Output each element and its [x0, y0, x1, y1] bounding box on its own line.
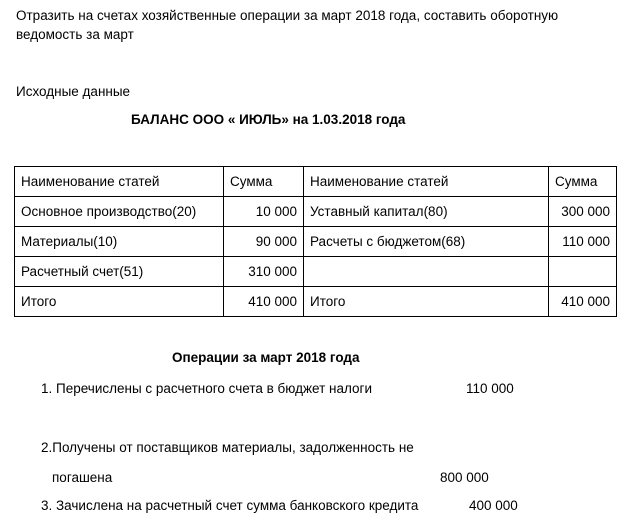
operation-1-amount: 110 000: [466, 381, 514, 396]
task-line-2: ведомость за март: [16, 27, 134, 42]
table-row: [15, 227, 617, 257]
operation-1-text: 1. Перечислены с расчетного счета в бюджет налоги: [41, 381, 372, 396]
table-cell: Итого: [15, 287, 224, 317]
table-cell: Материалы(10): [15, 227, 224, 257]
task-line-1: Отразить на счетах хозяйственные операции за март 2018 года, составить оборотную: [16, 8, 559, 23]
table-cell: Итого: [304, 287, 549, 317]
table-total-row: [15, 287, 617, 317]
table-cell: 310 000: [224, 257, 304, 287]
operation-2-text-line-2: погашена: [52, 470, 113, 485]
table-header-row: [15, 167, 617, 197]
source-data-label: Исходные данные: [16, 84, 131, 99]
operation-2-amount: 800 000: [440, 470, 489, 485]
header-cell: Сумма: [224, 167, 304, 197]
table-row: [15, 197, 617, 227]
header-cell: Наименование статей: [15, 167, 224, 197]
table-cell: 90 000: [224, 227, 304, 257]
table-cell: Расчеты с бюджетом(68): [304, 227, 549, 257]
operation-2-text-line-1: 2.Получены от поставщиков материалы, задолженность не: [41, 440, 414, 455]
table-row: [15, 257, 617, 287]
table-cell: 410 000: [224, 287, 304, 317]
table-cell: 300 000: [549, 197, 617, 227]
table-cell: [304, 257, 549, 287]
table-cell: Основное производство(20): [15, 197, 224, 227]
operations-title: Операции за март 2018 года: [172, 350, 360, 365]
table-cell: 10 000: [224, 197, 304, 227]
header-cell: Наименование статей: [304, 167, 549, 197]
table-cell: Уставный капитал(80): [304, 197, 549, 227]
operation-3-amount: 400 000: [469, 498, 518, 513]
header-cell: Сумма: [549, 167, 617, 197]
balance-table: [14, 166, 617, 317]
task-description: [16, 6, 558, 44]
table-cell: [549, 257, 617, 287]
table-cell: Расчетный счет(51): [15, 257, 224, 287]
operation-3-text: 3. Зачислена на расчетный счет сумма банковского кредита: [41, 498, 419, 513]
table-cell: 110 000: [549, 227, 617, 257]
balance-title: БАЛАНС ООО « ИЮЛЬ» на 1.03.2018 года: [131, 112, 406, 127]
table-cell: 410 000: [549, 287, 617, 317]
